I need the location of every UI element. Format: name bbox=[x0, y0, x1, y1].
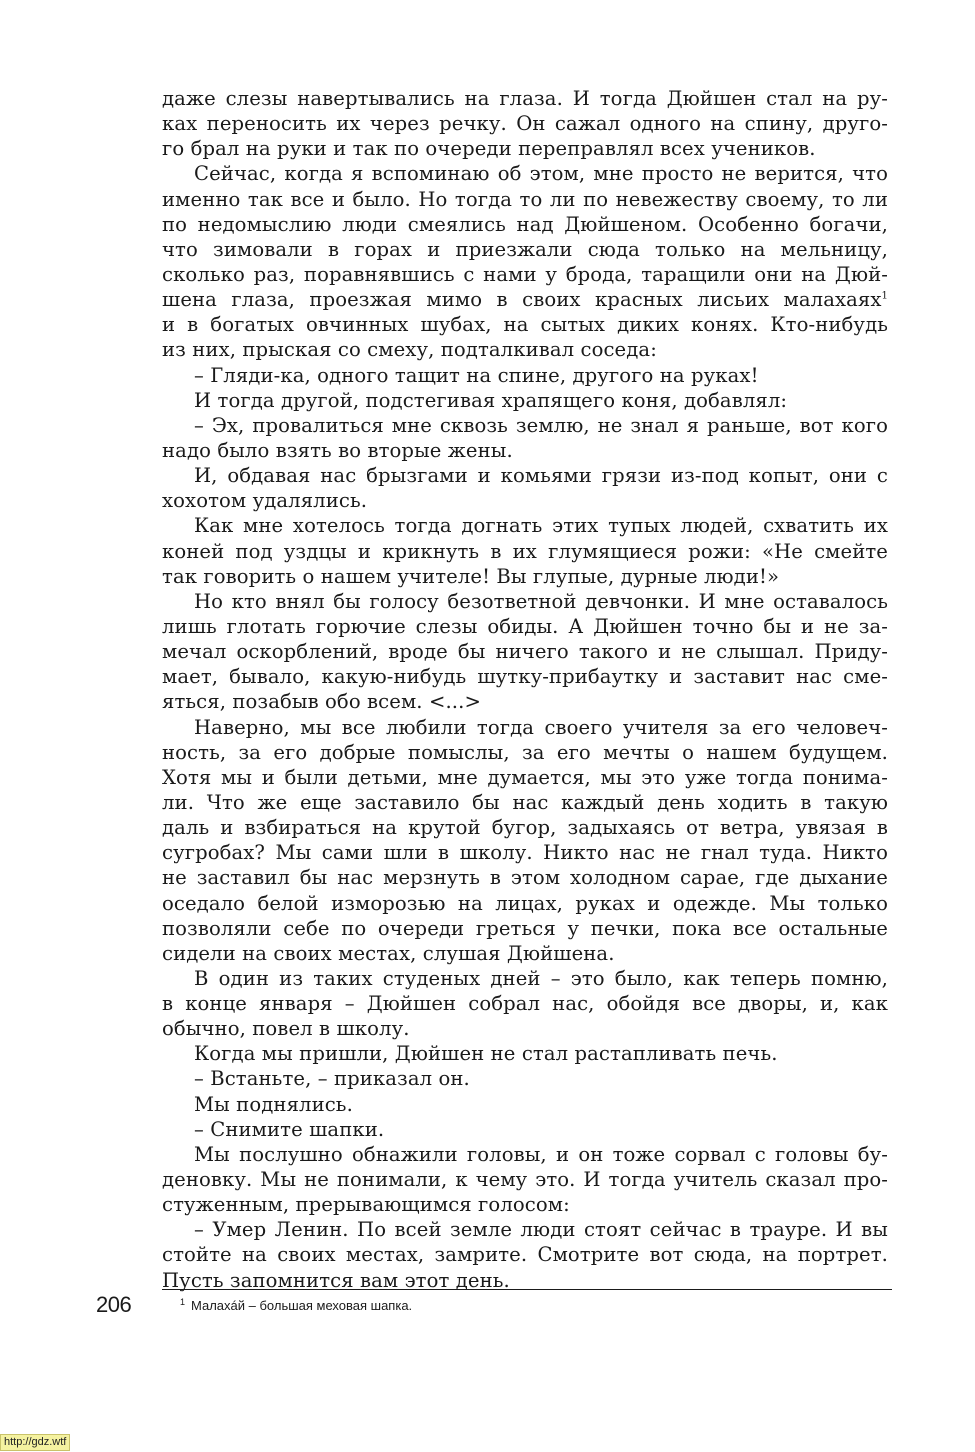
text-line-content: сидели на своих местах, слушая Дюйшена. bbox=[162, 941, 615, 965]
text-line-content: хохотом удалялись. bbox=[162, 489, 368, 513]
text-line bbox=[162, 689, 888, 714]
text-line bbox=[162, 1092, 888, 1117]
text-line bbox=[162, 463, 888, 488]
text-line-content: – Гляди-ка, одного тащит на спине, другого на руках! bbox=[194, 363, 759, 387]
text-line bbox=[162, 1217, 888, 1242]
text-line bbox=[162, 614, 888, 639]
footnote-reference: 1 bbox=[881, 290, 888, 302]
text-line-content: ность, за его добрые помыслы, за его мечты о нашем будущем. bbox=[162, 740, 888, 764]
text-line bbox=[162, 865, 888, 890]
page-number: 206 bbox=[96, 1292, 132, 1317]
text-line bbox=[162, 815, 888, 840]
footnote-text: Малахáй – большая меховая шапка. bbox=[191, 1298, 413, 1313]
text-line-content: из них, прыская со смеху, подталкивал соседа: bbox=[162, 338, 657, 362]
text-line-content: В один из таких студеных дней – это было, как теперь помню, bbox=[194, 966, 888, 990]
text-line-content: стойте на своих местах, замрите. Смотрите вот сюда, на портрет. bbox=[162, 1243, 888, 1267]
text-line-content: – Умер Ленин. По всей земле люди стоят сейчас в трауре. И вы bbox=[194, 1218, 888, 1242]
text-line-content: так говорить о нашем учителе! Вы глупые, дурные люди!» bbox=[162, 564, 780, 588]
text-line-content: И тогда другой, подстегивая храпящего коня, добавлял: bbox=[194, 388, 788, 412]
text-line bbox=[162, 111, 888, 136]
text-line bbox=[162, 312, 888, 337]
text-line-content: шена глаза, проезжая мимо в своих красных лисьих малахаях bbox=[162, 288, 882, 312]
text-line-content: Мы поднялись. bbox=[194, 1092, 353, 1116]
text-line bbox=[162, 187, 888, 212]
text-line-content: обычно, повел в школу. bbox=[162, 1017, 410, 1041]
main-text bbox=[162, 86, 888, 1293]
text-line-content: оседало белой изморозью на лицах, руках и одежде. Мы только bbox=[162, 891, 888, 915]
text-line bbox=[162, 136, 888, 161]
text-line-content: яться, позабыв обо всем. <...> bbox=[162, 690, 481, 714]
text-line bbox=[162, 1167, 888, 1192]
watermark-link[interactable]: http://gdz.wtf bbox=[0, 1434, 70, 1451]
text-line bbox=[162, 413, 888, 438]
text-line bbox=[162, 1192, 888, 1217]
text-line-content: лишь глотать горючие слезы обиды. А Дюйшен точно бы и не за- bbox=[162, 614, 888, 638]
text-line bbox=[162, 966, 888, 991]
text-line-content: что зимовали в горах и приезжали сюда только на мельницу, bbox=[162, 237, 888, 261]
text-line bbox=[162, 941, 888, 966]
text-line-content: надо было взять во вторые жены. bbox=[162, 438, 513, 462]
text-line-content: Наверно, мы все любили тогда своего учителя за его человеч- bbox=[194, 715, 888, 739]
text-line-content: именно так все и было. Но тогда то ли по невежеству своему, то ли bbox=[162, 187, 888, 211]
text-line bbox=[162, 438, 888, 463]
footnote-divider bbox=[162, 1289, 892, 1290]
text-line bbox=[162, 1041, 888, 1066]
text-line bbox=[162, 916, 888, 941]
text-line-content: Как мне хотелось тогда догнать этих тупых людей, схватить их bbox=[194, 514, 888, 538]
text-line-content: позволяли себе по очереди греться у печки, пока все остальные bbox=[162, 916, 888, 940]
text-line bbox=[162, 840, 888, 865]
text-line bbox=[162, 1142, 888, 1167]
text-line bbox=[162, 388, 888, 413]
text-line bbox=[162, 161, 888, 186]
text-line-content: не заставил бы нас мерзнуть в этом холодном сарае, где дыхание bbox=[162, 866, 888, 890]
text-line bbox=[162, 212, 888, 237]
text-line bbox=[162, 991, 888, 1016]
text-line-content: даль и взбираться на крутой бугор, задыхаясь от ветра, увязая в bbox=[162, 816, 888, 840]
text-line-content: Мы послушно обнажили головы, и он тоже сорвал с головы бу- bbox=[194, 1142, 888, 1166]
text-line bbox=[162, 589, 888, 614]
text-line bbox=[162, 539, 888, 564]
text-line-content: коней под уздцы и крикнуть в их глумящиеся рожи: «Не смейте bbox=[162, 539, 888, 563]
text-line bbox=[162, 363, 888, 388]
text-line-content: Когда мы пришли, Дюйшен не стал растапливать печь. bbox=[194, 1042, 778, 1066]
text-line-content: Но кто внял бы голосу безответной девчонки. И мне оставалось bbox=[194, 589, 888, 613]
footnote bbox=[180, 1298, 412, 1313]
text-line bbox=[162, 790, 888, 815]
text-line-content: ках переносить их через речку. Он сажал одного на спину, друго- bbox=[162, 112, 888, 136]
text-line-content: И, обдавая нас брызгами и комьями грязи из-под копыт, они с bbox=[194, 464, 888, 488]
text-line bbox=[162, 715, 888, 740]
text-line bbox=[162, 287, 888, 312]
text-line bbox=[162, 262, 888, 287]
text-line-content: ли. Что же еще заставило бы нас каждый день ходить в такую bbox=[162, 790, 888, 814]
text-line bbox=[162, 513, 888, 538]
text-line-content: го брал на руки и так по очереди переправлял всех учеников. bbox=[162, 137, 816, 161]
text-line-content: деновку. Мы не понимали, к чему это. И тогда учитель сказал про- bbox=[162, 1168, 888, 1192]
text-line-content: сколько раз, поравнявшись с нами у брода, таращили они на Дюй- bbox=[162, 262, 888, 286]
text-line-content: Пусть запомнится вам этот день. bbox=[162, 1268, 510, 1292]
text-line-content: Хотя мы и были детьми, мне думается, мы это уже тогда понима- bbox=[162, 765, 888, 789]
text-line-content: – Встаньте, – приказал он. bbox=[194, 1067, 470, 1091]
text-line bbox=[162, 1242, 888, 1267]
footnote-mark: 1 bbox=[180, 1296, 186, 1307]
text-line bbox=[162, 765, 888, 790]
text-line bbox=[162, 337, 888, 362]
text-line bbox=[162, 564, 888, 589]
text-line bbox=[162, 639, 888, 664]
text-line bbox=[162, 237, 888, 262]
text-line-content: в конце января – Дюйшен собрал нас, обойдя все дворы, и, как bbox=[162, 992, 888, 1016]
text-line-content: Сейчас, когда я вспоминаю об этом, мне просто не верится, что bbox=[194, 162, 888, 186]
text-line-content: мает, бывало, какую-нибудь шутку-прибаутку и заставит нас сме- bbox=[162, 665, 888, 689]
text-line bbox=[162, 488, 888, 513]
text-line-content: – Эх, провалиться мне сквозь землю, не знал я раньше, вот кого bbox=[194, 413, 888, 437]
text-line bbox=[162, 86, 888, 111]
text-line-content: сугробах? Мы сами шли в школу. Никто нас не гнал туда. Никто bbox=[162, 841, 888, 865]
text-line-content: и в богатых овчинных шубах, на сытых диких конях. Кто-нибудь bbox=[162, 313, 888, 337]
text-line-content: даже слезы навертывались на глаза. И тогда Дюйшен стал на ру- bbox=[162, 87, 888, 110]
text-line bbox=[162, 1117, 888, 1142]
text-line-content: по недомыслию люди смеялись над Дюйшеном. Особенно богачи, bbox=[162, 212, 888, 236]
text-line bbox=[162, 664, 888, 689]
text-line bbox=[162, 891, 888, 916]
text-line bbox=[162, 1016, 888, 1041]
text-line bbox=[162, 1066, 888, 1091]
text-line bbox=[162, 740, 888, 765]
text-line-content: мечал оскорблений, вроде бы ничего такого и не слышал. Приду- bbox=[162, 640, 888, 664]
text-line-content: стуженным, прерывающимся голосом: bbox=[162, 1193, 570, 1217]
text-line-content: – Снимите шапки. bbox=[194, 1117, 385, 1141]
